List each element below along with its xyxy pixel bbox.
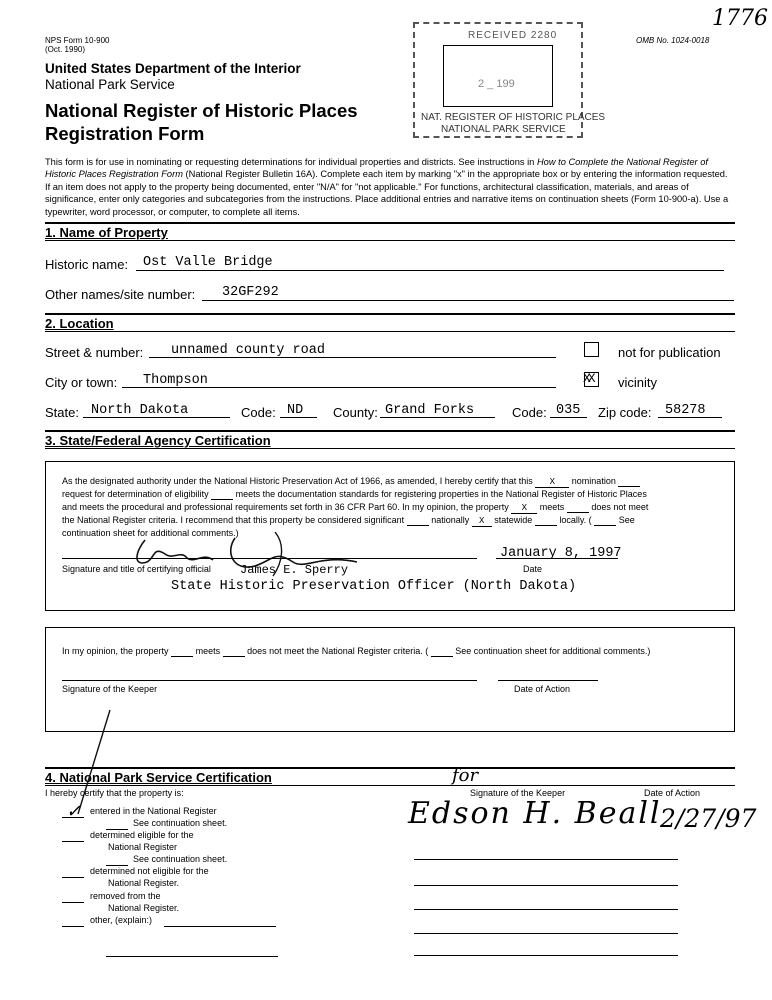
not-eligible-label-a: determined not eligible for the bbox=[90, 866, 209, 876]
stamp-line2: NATIONAL PARK SERVICE bbox=[441, 124, 566, 135]
nps-cert-intro: I hereby certify that the property is: bbox=[45, 788, 184, 798]
keeper-signature-line[interactable] bbox=[62, 667, 477, 681]
keeper-handwritten-signature: Edson H. Beall bbox=[408, 796, 662, 831]
cert-line4-text-a: the National Register criteria. I recommend that this property be considered significant bbox=[62, 515, 405, 525]
nps-line-5[interactable] bbox=[414, 944, 678, 956]
certifying-signature-line[interactable] bbox=[62, 545, 477, 559]
eligible-label-b: National Register bbox=[108, 842, 178, 852]
other-names-field[interactable] bbox=[202, 286, 734, 301]
section-rule bbox=[45, 313, 735, 315]
stamp-inner-box bbox=[443, 45, 553, 107]
corner-handwritten-mark: 1776 bbox=[712, 6, 768, 31]
other-blank[interactable] bbox=[62, 914, 84, 927]
nps-signature-label: Signature of the Keeper bbox=[470, 788, 566, 798]
other-explain-line2[interactable] bbox=[106, 944, 278, 957]
cert-statewide-field[interactable] bbox=[472, 516, 492, 527]
cert-see-blank[interactable] bbox=[594, 515, 616, 526]
cert-line1-text-a: As the designated authority under the National Historic Preservation Act of 1966, as amended, I hereby certify that this bbox=[62, 476, 533, 486]
cert-line2-text-b: meets the documentation standards for registering properties in the National Register of Historic Places bbox=[235, 489, 647, 499]
keeper-date-line[interactable] bbox=[498, 667, 598, 681]
section1-heading: 1. Name of Property bbox=[45, 225, 168, 240]
cert-line3-text-c: does not meet bbox=[591, 502, 649, 512]
cert-line4-text-d: locally. ( bbox=[559, 515, 592, 525]
cert-nomination-field[interactable] bbox=[535, 477, 569, 488]
section-rule bbox=[45, 240, 735, 241]
vicinity-label: vicinity bbox=[618, 375, 658, 390]
street-value: unnamed county road bbox=[171, 343, 325, 358]
removed-label-b: National Register. bbox=[108, 903, 180, 913]
other-label: other, (explain:) bbox=[90, 915, 153, 925]
county-code-label: Code: bbox=[512, 405, 547, 420]
department-name: United States Department of the Interior bbox=[45, 61, 301, 76]
nps-line-4[interactable] bbox=[414, 922, 678, 934]
cert-nomination-mark: X bbox=[549, 477, 555, 487]
not-for-publication-label: not for publication bbox=[618, 345, 721, 360]
cert-line4-text-c: statewide bbox=[494, 515, 533, 525]
nps-date-label: Date of Action bbox=[644, 788, 701, 798]
cert-line4 bbox=[62, 515, 635, 527]
stamp-line1: NAT. REGISTER OF HISTORIC PLACES bbox=[421, 112, 606, 123]
section2-heading: 2. Location bbox=[45, 316, 114, 331]
instructions-paragraph bbox=[45, 156, 735, 218]
section-rule bbox=[45, 222, 735, 224]
cert-does-not-meet-blank[interactable] bbox=[567, 502, 589, 513]
zip-label: Zip code: bbox=[598, 405, 652, 420]
cert-statewide-mark: X bbox=[479, 516, 485, 526]
cert-line3 bbox=[62, 502, 648, 514]
service-name: National Park Service bbox=[45, 77, 175, 92]
historic-name-value: Ost Valle Bridge bbox=[143, 255, 273, 270]
eligible-see-cont: See continuation sheet. bbox=[133, 854, 228, 864]
other-names-label: Other names/site number: bbox=[45, 287, 196, 302]
certifying-official-name: James E. Sperry bbox=[240, 563, 349, 577]
eligible-see-blank[interactable] bbox=[106, 854, 128, 866]
section-rule bbox=[45, 785, 735, 786]
section-rule bbox=[45, 448, 735, 449]
keeper-opinion-text-d: See continuation sheet for additional comments.) bbox=[455, 646, 651, 656]
other-explain-line1[interactable] bbox=[164, 914, 276, 927]
state-value: North Dakota bbox=[91, 403, 189, 418]
street-label: Street & number: bbox=[45, 345, 144, 360]
city-label: City or town: bbox=[45, 375, 118, 390]
eligible-label-a: determined eligible for the bbox=[90, 830, 194, 840]
removed-blank[interactable] bbox=[62, 890, 84, 903]
entered-see-blank[interactable] bbox=[106, 818, 128, 830]
nps-line-1[interactable] bbox=[414, 848, 678, 860]
cert-line2 bbox=[62, 489, 647, 500]
form-title-line2: Registration Form bbox=[45, 123, 205, 144]
county-value: Grand Forks bbox=[385, 403, 475, 418]
cert-line1-text-b: nomination bbox=[571, 476, 616, 486]
form-title-line1: National Register of Historic Places bbox=[45, 100, 358, 121]
form-number: NPS Form 10-900 bbox=[45, 36, 110, 45]
cert-meets-field[interactable] bbox=[511, 503, 537, 514]
keeper-for-mark: for bbox=[452, 765, 479, 786]
section3-heading: 3. State/Federal Agency Certification bbox=[45, 433, 271, 448]
certifying-signature-label: Signature and title of certifying official bbox=[62, 564, 211, 574]
section4-heading: 4. National Park Service Certification bbox=[45, 770, 272, 785]
keeper-does-not-meet-blank[interactable] bbox=[223, 646, 245, 657]
cert-nomination-blank[interactable] bbox=[618, 476, 640, 487]
state-code-label: Code: bbox=[241, 405, 276, 420]
keeper-opinion-line bbox=[62, 646, 650, 657]
entered-label: entered in the National Register bbox=[90, 806, 217, 816]
stamp-received-text: RECEIVED 2280 bbox=[468, 30, 558, 41]
other-names-value: 32GF292 bbox=[222, 285, 279, 300]
not-for-publication-checkbox[interactable] bbox=[584, 342, 599, 357]
state-code-value: ND bbox=[287, 403, 304, 418]
cert-meets-mark: X bbox=[521, 503, 527, 513]
keeper-signature-label: Signature of the Keeper bbox=[62, 684, 158, 694]
not-eligible-blank[interactable] bbox=[62, 865, 84, 878]
keeper-meets-blank[interactable] bbox=[171, 646, 193, 657]
section-rule bbox=[45, 767, 735, 769]
state-label: State: bbox=[45, 405, 79, 420]
instructions-text1: This form is for use in nominating or requesting determinations for individual properties and districts. See instructions in bbox=[45, 157, 537, 167]
certifying-date-label: Date bbox=[523, 564, 543, 574]
stamp-date: 2 _ 199 bbox=[478, 78, 515, 90]
county-label: County: bbox=[333, 405, 378, 420]
instructions-text2: (National Register Bulletin 16A). Complete each item by marking "x" in the appropriate box or by entering the information requested. If an item does not apply to the property being documented, enter "N/A" for "not applicable." For functions, architectural classification, materials, and areas of significance, enter only categories and subcategories from the instructions. Place additional entries and narrative items on continuation sheets (Form 10-900-a). Use a typewriter, word processor, or computer, to complete all items. bbox=[45, 169, 729, 217]
cert-locally-blank[interactable] bbox=[535, 515, 557, 526]
keeper-handwritten-date: 2/27/97 bbox=[660, 804, 757, 833]
instructions-emphasis: How to Complete the National Register of Historic Places Registration Form bbox=[45, 157, 708, 180]
keeper-date-label: Date of Action bbox=[514, 684, 571, 694]
city-value: Thompson bbox=[143, 373, 208, 388]
vicinity-check-mark: XX bbox=[583, 371, 593, 386]
cert-line4-text-e: See bbox=[618, 515, 635, 525]
zip-value: 58278 bbox=[665, 403, 706, 418]
cert-line1 bbox=[62, 476, 640, 488]
historic-name-label: Historic name: bbox=[45, 257, 129, 272]
cert-line5: continuation sheet for additional comments.) bbox=[62, 528, 239, 538]
nps-line-3[interactable] bbox=[414, 898, 678, 910]
entered-see-cont: See continuation sheet. bbox=[133, 818, 228, 828]
nps-line-2[interactable] bbox=[414, 874, 678, 886]
certifying-date-value: January 8, 1997 bbox=[500, 546, 622, 561]
keeper-see-blank[interactable] bbox=[431, 646, 453, 657]
cert-line3-text-b: meets bbox=[539, 502, 565, 512]
eligible-blank[interactable] bbox=[62, 829, 84, 842]
certifying-official-title: State Historic Preservation Officer (North Dakota) bbox=[171, 579, 577, 594]
not-eligible-label-b: National Register. bbox=[108, 878, 180, 888]
keeper-opinion-text-b: meets bbox=[195, 646, 221, 656]
cert-line4-text-b: nationally bbox=[431, 515, 470, 525]
cert-line2-text-a: request for determination of eligibility bbox=[62, 489, 209, 499]
cert-line3-text-a: and meets the procedural and professional requirements set forth in 36 CFR Part 60. In my opinion, the property bbox=[62, 502, 509, 512]
omb-number: OMB No. 1024-0018 bbox=[636, 36, 710, 45]
entered-check-mark: ✓ bbox=[66, 801, 82, 822]
cert-nationally-blank[interactable] bbox=[407, 515, 429, 526]
form-date: (Oct. 1990) bbox=[45, 45, 86, 54]
removed-label-a: removed from the bbox=[90, 891, 161, 901]
section-rule bbox=[45, 331, 735, 332]
section-rule bbox=[45, 430, 735, 432]
cert-request-blank[interactable] bbox=[211, 489, 233, 500]
keeper-opinion-text-c: does not meet the National Register criteria. ( bbox=[247, 646, 429, 656]
keeper-opinion-text-a: In my opinion, the property bbox=[62, 646, 169, 656]
county-code-value: 035 bbox=[556, 403, 581, 418]
